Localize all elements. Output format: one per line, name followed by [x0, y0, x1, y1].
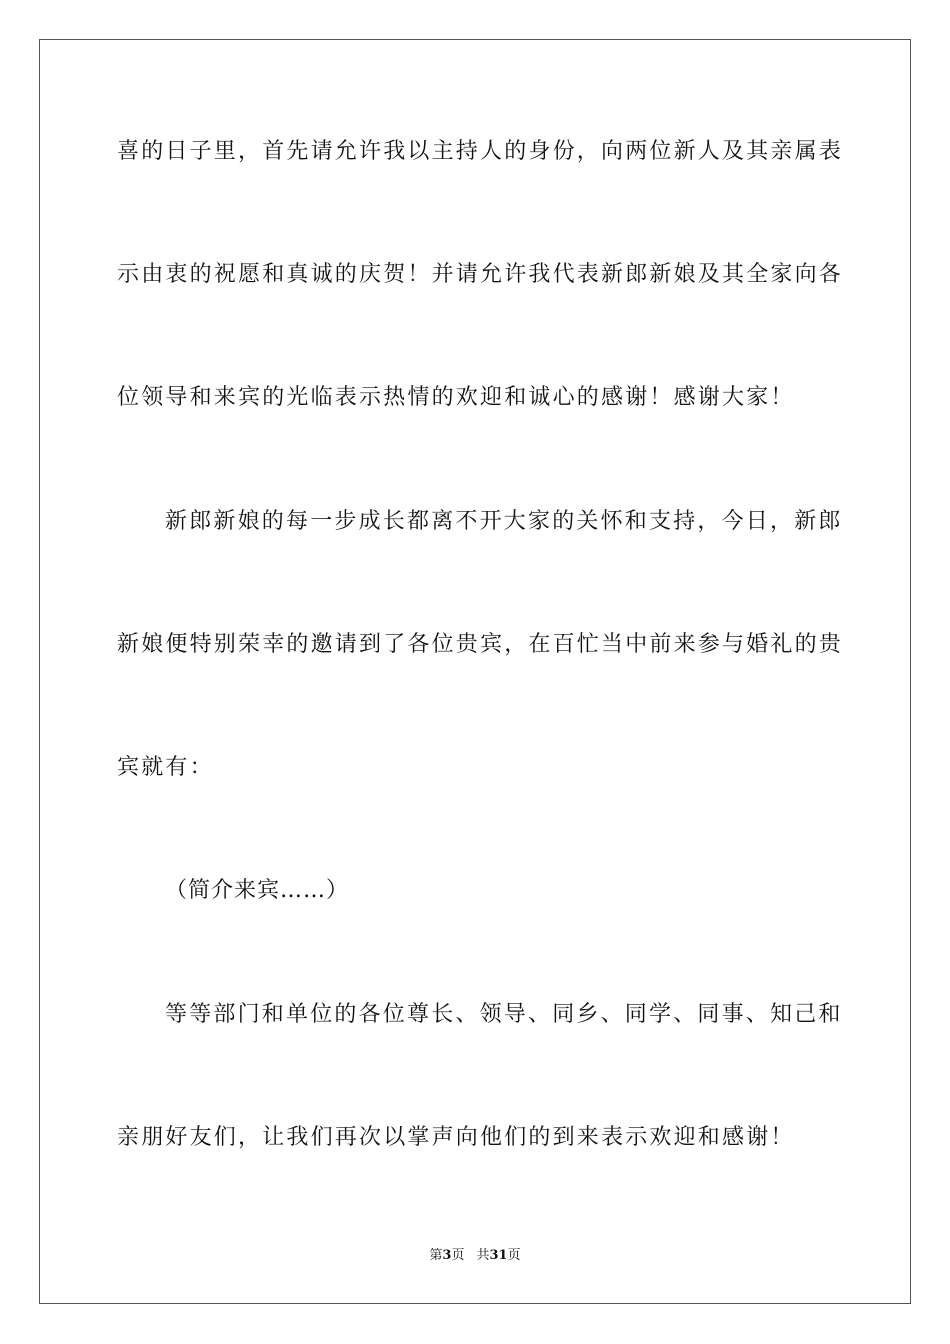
text-line-2: 示由衷的祝愿和真诚的庆贺！并请允许我代表新郎新娘及其全家向各 [117, 262, 844, 287]
total-prefix: 共 [476, 1248, 490, 1263]
page-frame [39, 39, 911, 1304]
page-suffix: 页 [451, 1248, 465, 1263]
text-line-9: 亲朋好友们，让我们再次以掌声向他们的到来表示欢迎和感谢！ [117, 1125, 795, 1150]
text-line-4: 新郎新娘的每一步成长都离不开大家的关怀和支持，今日，新郎 [165, 509, 843, 534]
text-line-8: 等等部门和单位的各位尊长、领导、同乡、同学、同事、知己和 [165, 1002, 843, 1027]
text-line-6: 宾就有： [117, 755, 214, 780]
total-suffix: 页 [507, 1248, 521, 1263]
page-number: 3 [442, 1248, 452, 1263]
text-line-7: （简介来宾……） [165, 878, 350, 903]
page-footer [0, 1247, 950, 1265]
text-line-3: 位领导和来宾的光临表示热情的欢迎和诚心的感谢！感谢大家！ [117, 385, 795, 410]
total-pages: 31 [489, 1248, 508, 1263]
text-line-1: 喜的日子里，首先请允许我以主持人的身份，向两位新人及其亲属表 [117, 139, 844, 164]
text-line-5: 新娘便特别荣幸的邀请到了各位贵宾，在百忙当中前来参与婚礼的贵 [117, 632, 844, 657]
page-prefix: 第 [429, 1248, 443, 1263]
